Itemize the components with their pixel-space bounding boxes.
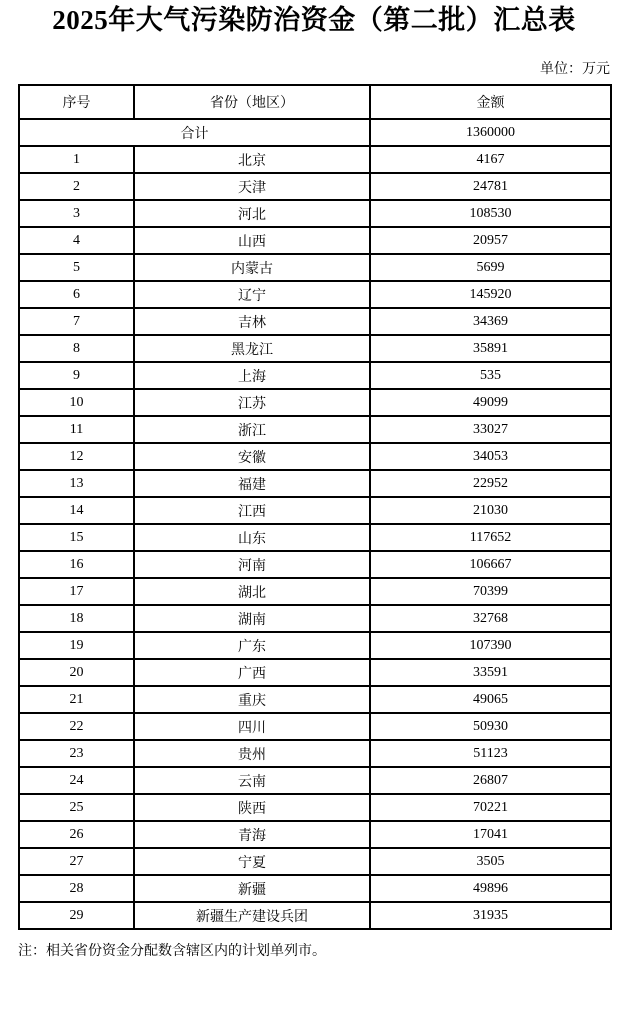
- table-row: [19, 875, 611, 902]
- table-row: [19, 443, 611, 470]
- row-index-cell: 4: [19, 227, 134, 254]
- row-amount-cell: 17041: [370, 821, 611, 848]
- row-province-cell: 河北: [134, 200, 370, 227]
- row-amount-cell: 51123: [370, 740, 611, 767]
- row-amount-cell: 31935: [370, 902, 611, 929]
- table-row: [19, 497, 611, 524]
- row-amount-cell: 21030: [370, 497, 611, 524]
- row-amount-cell: 49896: [370, 875, 611, 902]
- header-row: [19, 85, 611, 119]
- total-label-cell: 合计: [19, 119, 370, 146]
- row-amount-cell: 70399: [370, 578, 611, 605]
- header-amount: 金额: [370, 85, 611, 119]
- row-amount-cell: 108530: [370, 200, 611, 227]
- row-index-cell: 13: [19, 470, 134, 497]
- row-amount-cell: 70221: [370, 794, 611, 821]
- row-amount-cell: 34053: [370, 443, 611, 470]
- header-index: 序号: [19, 85, 134, 119]
- row-province-cell: 湖南: [134, 605, 370, 632]
- row-province-cell: 新疆生产建设兵团: [134, 902, 370, 929]
- row-index-cell: 22: [19, 713, 134, 740]
- row-index-cell: 1: [19, 146, 134, 173]
- table-row: [19, 578, 611, 605]
- row-index-cell: 5: [19, 254, 134, 281]
- row-province-cell: 贵州: [134, 740, 370, 767]
- row-province-cell: 江苏: [134, 389, 370, 416]
- row-index-cell: 15: [19, 524, 134, 551]
- row-index-cell: 19: [19, 632, 134, 659]
- row-province-cell: 江西: [134, 497, 370, 524]
- row-index-cell: 10: [19, 389, 134, 416]
- row-amount-cell: 24781: [370, 173, 611, 200]
- row-province-cell: 广西: [134, 659, 370, 686]
- row-amount-cell: 33027: [370, 416, 611, 443]
- row-province-cell: 青海: [134, 821, 370, 848]
- row-index-cell: 26: [19, 821, 134, 848]
- row-province-cell: 浙江: [134, 416, 370, 443]
- table-row: [19, 794, 611, 821]
- row-province-cell: 重庆: [134, 686, 370, 713]
- footnote: 注：相关省份资金分配数含辖区内的计划单列市。: [18, 944, 326, 960]
- table-row: [19, 551, 611, 578]
- row-amount-cell: 32768: [370, 605, 611, 632]
- row-province-cell: 福建: [134, 470, 370, 497]
- table-row: [19, 335, 611, 362]
- row-index-cell: 20: [19, 659, 134, 686]
- row-amount-cell: 4167: [370, 146, 611, 173]
- row-amount-cell: 34369: [370, 308, 611, 335]
- row-province-cell: 黑龙江: [134, 335, 370, 362]
- table-row: [19, 146, 611, 173]
- row-amount-cell: 26807: [370, 767, 611, 794]
- header-province: 省份（地区）: [134, 85, 370, 119]
- table-row: [19, 767, 611, 794]
- row-index-cell: 8: [19, 335, 134, 362]
- row-province-cell: 上海: [134, 362, 370, 389]
- table-row: [19, 848, 611, 875]
- page-title: 2025年大气污染防治资金（第二批）汇总表: [52, 5, 576, 35]
- row-index-cell: 3: [19, 200, 134, 227]
- row-index-cell: 21: [19, 686, 134, 713]
- total-row: [19, 119, 611, 146]
- row-amount-cell: 107390: [370, 632, 611, 659]
- row-amount-cell: 49065: [370, 686, 611, 713]
- table-row: [19, 281, 611, 308]
- row-province-cell: 天津: [134, 173, 370, 200]
- row-province-cell: 云南: [134, 767, 370, 794]
- row-index-cell: 17: [19, 578, 134, 605]
- table-row: [19, 389, 611, 416]
- row-amount-cell: 535: [370, 362, 611, 389]
- row-amount-cell: 33591: [370, 659, 611, 686]
- row-province-cell: 山西: [134, 227, 370, 254]
- total-amount-cell: 1360000: [370, 119, 611, 146]
- table-row: [19, 470, 611, 497]
- row-index-cell: 11: [19, 416, 134, 443]
- row-province-cell: 陕西: [134, 794, 370, 821]
- row-province-cell: 新疆: [134, 875, 370, 902]
- row-province-cell: 北京: [134, 146, 370, 173]
- table-row: [19, 227, 611, 254]
- row-province-cell: 辽宁: [134, 281, 370, 308]
- row-province-cell: 四川: [134, 713, 370, 740]
- row-amount-cell: 22952: [370, 470, 611, 497]
- row-index-cell: 18: [19, 605, 134, 632]
- row-index-cell: 25: [19, 794, 134, 821]
- row-province-cell: 吉林: [134, 308, 370, 335]
- table-row: [19, 902, 611, 929]
- table-row: [19, 254, 611, 281]
- row-amount-cell: 3505: [370, 848, 611, 875]
- row-index-cell: 27: [19, 848, 134, 875]
- row-amount-cell: 20957: [370, 227, 611, 254]
- table-row: [19, 821, 611, 848]
- row-amount-cell: 5699: [370, 254, 611, 281]
- unit-label: 单位：万元: [540, 62, 610, 78]
- row-province-cell: 山东: [134, 524, 370, 551]
- row-amount-cell: 145920: [370, 281, 611, 308]
- row-amount-cell: 49099: [370, 389, 611, 416]
- row-amount-cell: 106667: [370, 551, 611, 578]
- row-index-cell: 6: [19, 281, 134, 308]
- row-province-cell: 湖北: [134, 578, 370, 605]
- row-province-cell: 广东: [134, 632, 370, 659]
- table-row: [19, 659, 611, 686]
- row-index-cell: 28: [19, 875, 134, 902]
- row-province-cell: 宁夏: [134, 848, 370, 875]
- table-row: [19, 632, 611, 659]
- table-row: [19, 524, 611, 551]
- table-row: [19, 740, 611, 767]
- row-province-cell: 河南: [134, 551, 370, 578]
- table-row: [19, 605, 611, 632]
- row-amount-cell: 50930: [370, 713, 611, 740]
- row-amount-cell: 117652: [370, 524, 611, 551]
- row-index-cell: 9: [19, 362, 134, 389]
- row-index-cell: 2: [19, 173, 134, 200]
- table-row: [19, 416, 611, 443]
- row-index-cell: 16: [19, 551, 134, 578]
- row-index-cell: 29: [19, 902, 134, 929]
- row-index-cell: 14: [19, 497, 134, 524]
- table-row: [19, 686, 611, 713]
- row-amount-cell: 35891: [370, 335, 611, 362]
- table-row: [19, 308, 611, 335]
- row-index-cell: 12: [19, 443, 134, 470]
- summary-table: [18, 84, 612, 930]
- row-index-cell: 7: [19, 308, 134, 335]
- row-index-cell: 24: [19, 767, 134, 794]
- table-row: [19, 173, 611, 200]
- table-row: [19, 200, 611, 227]
- row-province-cell: 安徽: [134, 443, 370, 470]
- table-row: [19, 362, 611, 389]
- row-index-cell: 23: [19, 740, 134, 767]
- table-row: [19, 713, 611, 740]
- row-province-cell: 内蒙古: [134, 254, 370, 281]
